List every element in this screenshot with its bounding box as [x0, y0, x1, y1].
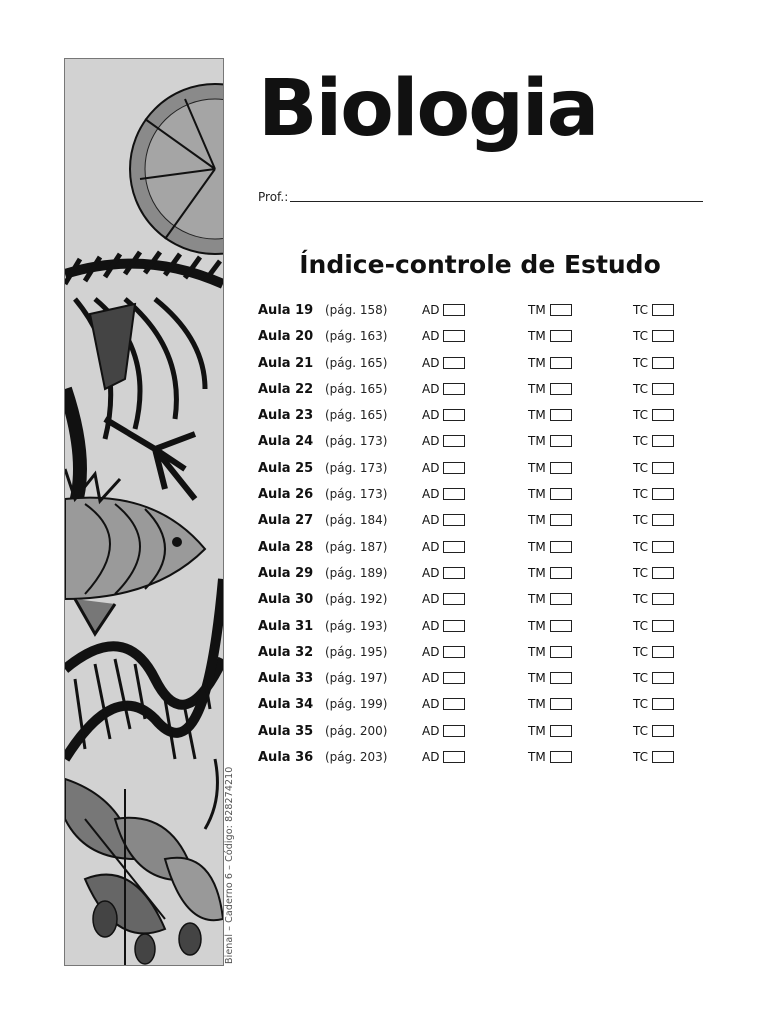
biology-illustration-icon [65, 59, 223, 965]
tm-label: TM [528, 618, 546, 633]
tm-checkbox[interactable] [550, 541, 572, 553]
lesson-row [258, 481, 698, 507]
ad-label: AD [422, 408, 440, 423]
ad-checkbox-group [422, 619, 465, 633]
tm-checkbox-group [528, 329, 572, 343]
tc-checkbox-group [633, 619, 674, 633]
tc-checkbox-group [633, 329, 674, 343]
ad-label: AD [422, 592, 440, 607]
lesson-number: Aula 21 [258, 355, 314, 371]
tc-checkbox-group [633, 461, 674, 475]
tc-label: TC [633, 460, 649, 475]
tc-checkbox-group [633, 382, 674, 396]
tc-checkbox-group [633, 408, 674, 422]
ad-checkbox[interactable] [443, 620, 465, 632]
tc-checkbox-group [633, 697, 674, 711]
ad-label: AD [422, 513, 440, 528]
ad-checkbox-group [422, 566, 465, 580]
ad-checkbox[interactable] [443, 435, 465, 447]
lesson-page-ref: (pág. 199) [325, 697, 388, 712]
tm-label: TM [528, 460, 546, 475]
tm-label: TM [528, 303, 546, 317]
tc-checkbox[interactable] [652, 330, 674, 342]
tc-label: TC [633, 592, 649, 607]
tc-label: TC [633, 697, 649, 712]
tc-checkbox-group [633, 540, 674, 554]
skeleton-icon [65, 252, 223, 529]
tc-checkbox-group [633, 750, 674, 764]
tm-label: TM [528, 381, 546, 396]
tm-checkbox[interactable] [550, 409, 572, 421]
ad-checkbox[interactable] [443, 409, 465, 421]
tm-checkbox[interactable] [550, 620, 572, 632]
ad-label: AD [422, 434, 440, 449]
ad-checkbox-group [422, 303, 465, 317]
lesson-number: Aula 20 [258, 329, 314, 345]
ad-checkbox-group [422, 671, 465, 685]
tm-checkbox[interactable] [550, 435, 572, 447]
lesson-number: Aula 30 [258, 592, 314, 608]
lesson-number: Aula 23 [258, 408, 314, 424]
lesson-row [258, 718, 698, 744]
ad-label: AD [422, 750, 440, 765]
lesson-row [258, 744, 698, 770]
ad-checkbox-group [422, 461, 465, 475]
ad-checkbox[interactable] [443, 698, 465, 710]
tm-label: TM [528, 539, 546, 554]
lesson-number: Aula 26 [258, 487, 314, 503]
tm-checkbox-group [528, 408, 572, 422]
lesson-page-ref: (pág. 184) [325, 513, 388, 528]
lesson-number: Aula 19 [258, 303, 314, 318]
tm-checkbox[interactable] [550, 488, 572, 500]
ad-label: AD [422, 329, 440, 344]
tm-checkbox[interactable] [550, 304, 572, 316]
lesson-page-ref: (pág. 203) [325, 750, 388, 765]
ad-checkbox[interactable] [443, 751, 465, 763]
tm-checkbox[interactable] [550, 646, 572, 658]
tc-checkbox-group [633, 671, 674, 685]
tc-label: TC [633, 303, 649, 317]
tc-checkbox[interactable] [652, 462, 674, 474]
lesson-number: Aula 29 [258, 565, 314, 581]
ad-label: AD [422, 565, 440, 580]
tc-checkbox[interactable] [652, 409, 674, 421]
lesson-page-ref: (pág. 173) [325, 434, 388, 449]
ad-checkbox[interactable] [443, 514, 465, 526]
lesson-row [258, 613, 698, 639]
lesson-number: Aula 28 [258, 539, 314, 555]
tc-checkbox[interactable] [652, 646, 674, 658]
tc-label: TC [633, 381, 649, 396]
ad-label: AD [422, 539, 440, 554]
lesson-page-ref: (pág. 197) [325, 671, 388, 686]
tc-checkbox[interactable] [652, 435, 674, 447]
ad-label: AD [422, 487, 440, 502]
tc-checkbox[interactable] [652, 541, 674, 553]
lesson-row [258, 428, 698, 454]
lesson-row [258, 455, 698, 481]
ad-checkbox-group [422, 382, 465, 396]
ad-label: AD [422, 697, 440, 712]
lesson-row [258, 297, 698, 323]
tc-label: TC [633, 434, 649, 449]
lesson-row [258, 350, 698, 376]
tc-checkbox[interactable] [652, 567, 674, 579]
tc-checkbox-group [633, 592, 674, 606]
tm-label: TM [528, 434, 546, 449]
tc-label: TC [633, 539, 649, 554]
lesson-row [258, 402, 698, 428]
ad-label: AD [422, 618, 440, 633]
lesson-row [258, 639, 698, 665]
tm-checkbox[interactable] [550, 514, 572, 526]
ad-checkbox-group [422, 434, 465, 448]
tc-checkbox-group [633, 487, 674, 501]
lesson-row [258, 507, 698, 533]
ad-checkbox[interactable] [443, 330, 465, 342]
lesson-page-ref: (pág. 165) [325, 355, 388, 370]
tc-checkbox[interactable] [652, 751, 674, 763]
tm-checkbox[interactable] [550, 567, 572, 579]
tc-checkbox[interactable] [652, 488, 674, 500]
tm-checkbox-group [528, 697, 572, 711]
tc-checkbox[interactable] [652, 725, 674, 737]
lesson-row [258, 586, 698, 612]
ad-checkbox-group [422, 645, 465, 659]
lesson-number: Aula 24 [258, 434, 314, 450]
tc-checkbox[interactable] [652, 514, 674, 526]
tc-label: TC [633, 723, 649, 738]
tm-checkbox-group [528, 724, 572, 738]
lesson-page-ref: (pág. 165) [325, 381, 388, 396]
tm-label: TM [528, 750, 546, 765]
tc-checkbox-group [633, 356, 674, 370]
tc-checkbox[interactable] [652, 620, 674, 632]
tm-checkbox[interactable] [550, 383, 572, 395]
ad-checkbox[interactable] [443, 672, 465, 684]
tc-label: TC [633, 355, 649, 370]
tm-label: TM [528, 565, 546, 580]
index-title: Índice-controle de Estudo [299, 250, 661, 279]
tm-checkbox[interactable] [550, 330, 572, 342]
tm-checkbox[interactable] [550, 672, 572, 684]
tc-label: TC [633, 644, 649, 659]
lesson-page-ref: (pág. 195) [325, 644, 388, 659]
tm-label: TM [528, 329, 546, 344]
tm-checkbox-group [528, 513, 572, 527]
lesson-page-ref: (pág. 163) [325, 329, 388, 344]
lesson-list [258, 297, 698, 770]
plant-leaves-icon [65, 759, 223, 965]
tc-label: TC [633, 565, 649, 580]
fish-icon [65, 469, 205, 634]
lesson-page-ref: (pág. 200) [325, 723, 388, 738]
tm-label: TM [528, 723, 546, 738]
ad-checkbox[interactable] [443, 725, 465, 737]
tm-checkbox[interactable] [550, 725, 572, 737]
tc-label: TC [633, 618, 649, 633]
tc-label: TC [633, 750, 649, 765]
ad-label: AD [422, 303, 440, 317]
lesson-number: Aula 35 [258, 723, 314, 739]
tm-checkbox-group [528, 566, 572, 580]
prof-label: Prof.: [258, 190, 289, 204]
tc-checkbox[interactable] [652, 593, 674, 605]
ad-checkbox[interactable] [443, 462, 465, 474]
ad-checkbox[interactable] [443, 541, 465, 553]
tm-checkbox-group [528, 434, 572, 448]
lesson-page-ref: (pág. 158) [325, 303, 388, 317]
tm-checkbox-group [528, 750, 572, 764]
ad-checkbox[interactable] [443, 567, 465, 579]
ad-label: AD [422, 355, 440, 370]
ad-checkbox-group [422, 750, 465, 764]
ad-checkbox-group [422, 513, 465, 527]
lesson-number: Aula 33 [258, 671, 314, 687]
lesson-row [258, 560, 698, 586]
ad-label: AD [422, 671, 440, 686]
tm-checkbox-group [528, 592, 572, 606]
tc-checkbox-group [633, 303, 674, 317]
tm-checkbox-group [528, 645, 572, 659]
ad-label: AD [422, 723, 440, 738]
ad-checkbox[interactable] [443, 383, 465, 395]
ad-checkbox-group [422, 329, 465, 343]
lesson-number: Aula 22 [258, 381, 314, 397]
tm-label: TM [528, 671, 546, 686]
tm-checkbox-group [528, 382, 572, 396]
lesson-row [258, 376, 698, 402]
tm-checkbox[interactable] [550, 593, 572, 605]
tm-checkbox-group [528, 540, 572, 554]
tc-checkbox-group [633, 434, 674, 448]
ad-checkbox[interactable] [443, 593, 465, 605]
tc-checkbox-group [633, 513, 674, 527]
lesson-number: Aula 25 [258, 460, 314, 476]
tm-checkbox[interactable] [550, 698, 572, 710]
lesson-row [258, 534, 698, 560]
tc-label: TC [633, 671, 649, 686]
lesson-row [258, 323, 698, 349]
ad-label: AD [422, 381, 440, 396]
tm-label: TM [528, 408, 546, 423]
tc-label: TC [633, 513, 649, 528]
tm-checkbox-group [528, 461, 572, 475]
ad-checkbox[interactable] [443, 357, 465, 369]
tm-label: TM [528, 592, 546, 607]
tc-checkbox-group [633, 724, 674, 738]
tm-checkbox[interactable] [550, 462, 572, 474]
lesson-page-ref: (pág. 189) [325, 565, 388, 580]
ad-checkbox-group [422, 356, 465, 370]
cell-disc-icon [130, 84, 223, 254]
tc-checkbox[interactable] [652, 672, 674, 684]
tm-checkbox-group [528, 671, 572, 685]
ad-checkbox-group [422, 697, 465, 711]
ad-checkbox-group [422, 724, 465, 738]
lesson-number: Aula 36 [258, 750, 314, 766]
ad-checkbox-group [422, 540, 465, 554]
lesson-page-ref: (pág. 192) [325, 592, 388, 607]
tm-checkbox-group [528, 303, 572, 317]
lesson-number: Aula 32 [258, 644, 314, 660]
ad-label: AD [422, 644, 440, 659]
lesson-page-ref: (pág. 193) [325, 618, 388, 633]
lesson-row [258, 665, 698, 691]
tm-label: TM [528, 487, 546, 502]
tm-checkbox-group [528, 619, 572, 633]
tm-label: TM [528, 644, 546, 659]
lesson-row [258, 691, 698, 717]
lesson-page-ref: (pág. 173) [325, 460, 388, 475]
tm-label: TM [528, 513, 546, 528]
tc-checkbox-group [633, 645, 674, 659]
page-title: Biologia [258, 64, 598, 154]
lesson-number: Aula 34 [258, 697, 314, 713]
tm-checkbox[interactable] [550, 751, 572, 763]
tm-label: TM [528, 355, 546, 370]
caderno-code-text: Bienal – Caderno 6 – Código: 828274210 [224, 766, 235, 964]
illustration-sidebar [64, 58, 224, 966]
tc-label: TC [633, 487, 649, 502]
lesson-page-ref: (pág. 165) [325, 408, 388, 423]
prof-signature-line [290, 201, 703, 202]
ad-checkbox[interactable] [443, 304, 465, 316]
tc-checkbox[interactable] [652, 357, 674, 369]
ad-label: AD [422, 460, 440, 475]
tm-checkbox-group [528, 356, 572, 370]
ad-checkbox-group [422, 408, 465, 422]
ad-checkbox-group [422, 487, 465, 501]
tm-label: TM [528, 697, 546, 712]
tc-label: TC [633, 329, 649, 344]
lesson-page-ref: (pág. 187) [325, 539, 388, 554]
tm-checkbox[interactable] [550, 357, 572, 369]
tc-checkbox-group [633, 566, 674, 580]
lesson-number: Aula 27 [258, 513, 314, 529]
tc-checkbox[interactable] [652, 698, 674, 710]
lesson-page-ref: (pág. 173) [325, 487, 388, 502]
tc-label: TC [633, 408, 649, 423]
tm-checkbox-group [528, 487, 572, 501]
ad-checkbox[interactable] [443, 488, 465, 500]
lesson-number: Aula 31 [258, 618, 314, 634]
ad-checkbox-group [422, 592, 465, 606]
tc-checkbox[interactable] [652, 383, 674, 395]
tc-checkbox[interactable] [652, 304, 674, 316]
ad-checkbox[interactable] [443, 646, 465, 658]
